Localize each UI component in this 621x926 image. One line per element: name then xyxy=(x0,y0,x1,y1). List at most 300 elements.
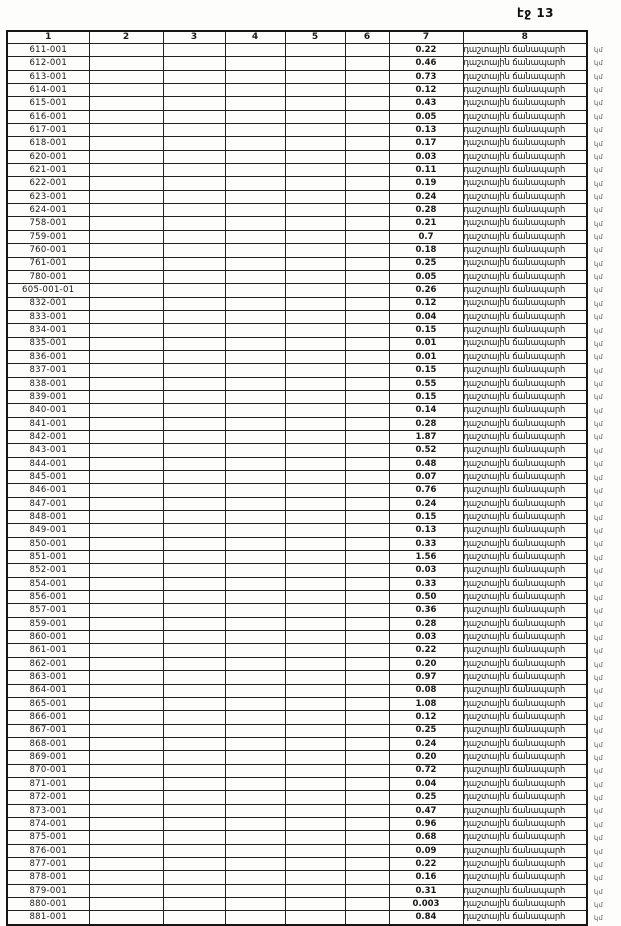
description-cell: դաշտային ճանապարհ xyxy=(463,524,587,537)
empty-cell xyxy=(89,244,163,257)
empty-cell xyxy=(163,764,225,777)
empty-cell xyxy=(163,617,225,630)
empty-cell xyxy=(89,284,163,297)
empty-cell xyxy=(285,817,345,830)
description-cell: դաշտային ճանապարհ xyxy=(463,591,587,604)
empty-cell xyxy=(285,564,345,577)
route-code-cell: 871-001 xyxy=(7,777,89,790)
column-header: 4 xyxy=(225,31,285,44)
empty-cell xyxy=(89,190,163,203)
empty-cell xyxy=(225,817,285,830)
length-value-cell: 0.15 xyxy=(389,511,463,524)
description-cell: դաշտային ճանապարհ xyxy=(463,297,587,310)
route-code-cell: 847-001 xyxy=(7,497,89,510)
empty-cell xyxy=(89,831,163,844)
description-cell: դաշտային ճանապարհ xyxy=(463,537,587,550)
empty-cell xyxy=(163,217,225,230)
empty-cell xyxy=(89,737,163,750)
table-row xyxy=(7,671,587,684)
table-row xyxy=(7,564,587,577)
margin-unit-note: կմ xyxy=(594,647,604,656)
empty-cell xyxy=(89,84,163,97)
margin-unit-note: կմ xyxy=(594,353,604,362)
margin-unit-note: կմ xyxy=(594,246,604,255)
length-value-cell: 0.03 xyxy=(389,150,463,163)
empty-cell xyxy=(285,671,345,684)
empty-cell xyxy=(285,310,345,323)
empty-cell xyxy=(163,230,225,243)
table-row xyxy=(7,297,587,310)
empty-cell xyxy=(225,844,285,857)
length-value-cell: 0.97 xyxy=(389,671,463,684)
margin-unit-note: կմ xyxy=(594,807,604,816)
empty-cell xyxy=(163,791,225,804)
empty-cell xyxy=(89,751,163,764)
empty-cell xyxy=(225,364,285,377)
route-code-cell: 860-001 xyxy=(7,631,89,644)
length-value-cell: 0.28 xyxy=(389,417,463,430)
margin-unit-note: կմ xyxy=(594,567,604,576)
table-row xyxy=(7,124,587,137)
empty-cell xyxy=(163,884,225,897)
length-value-cell: 0.24 xyxy=(389,737,463,750)
empty-cell xyxy=(89,617,163,630)
table-row xyxy=(7,751,587,764)
route-code-cell: 843-001 xyxy=(7,444,89,457)
margin-unit-note: կմ xyxy=(594,166,604,175)
table-row xyxy=(7,657,587,670)
empty-cell xyxy=(345,297,389,310)
empty-cell xyxy=(225,471,285,484)
empty-cell xyxy=(163,244,225,257)
empty-cell xyxy=(285,684,345,697)
length-value-cell: 0.47 xyxy=(389,804,463,817)
route-code-cell: 840-001 xyxy=(7,404,89,417)
table-row xyxy=(7,471,587,484)
description-cell: դաշտային ճանապարհ xyxy=(463,644,587,657)
empty-cell xyxy=(345,697,389,710)
table-row xyxy=(7,684,587,697)
empty-cell xyxy=(285,644,345,657)
route-code-cell: 873-001 xyxy=(7,804,89,817)
empty-cell xyxy=(163,631,225,644)
margin-unit-note: կմ xyxy=(594,580,604,589)
empty-cell xyxy=(225,190,285,203)
margin-unit-note: կմ xyxy=(594,59,604,68)
empty-cell xyxy=(225,537,285,550)
empty-cell xyxy=(163,137,225,150)
empty-cell xyxy=(225,831,285,844)
empty-cell xyxy=(285,537,345,550)
empty-cell xyxy=(225,164,285,177)
empty-cell xyxy=(285,884,345,897)
empty-cell xyxy=(345,417,389,430)
empty-cell xyxy=(89,44,163,57)
length-value-cell: 0.25 xyxy=(389,791,463,804)
table-row xyxy=(7,457,587,470)
description-cell: դաշտային ճանապարհ xyxy=(463,444,587,457)
empty-cell xyxy=(225,684,285,697)
empty-cell xyxy=(89,644,163,657)
length-value-cell: 0.72 xyxy=(389,764,463,777)
route-code-cell: 837-001 xyxy=(7,364,89,377)
length-value-cell: 0.19 xyxy=(389,177,463,190)
description-cell: դաշտային ճանապարհ xyxy=(463,511,587,524)
length-value-cell: 0.12 xyxy=(389,297,463,310)
route-code-cell: 614-001 xyxy=(7,84,89,97)
route-code-cell: 866-001 xyxy=(7,711,89,724)
length-value-cell: 0.33 xyxy=(389,577,463,590)
margin-unit-note: կմ xyxy=(594,206,604,215)
description-cell: դաշտային ճանապարհ xyxy=(463,844,587,857)
description-cell: դաշտային ճանապարհ xyxy=(463,684,587,697)
empty-cell xyxy=(345,404,389,417)
margin-unit-note: կմ xyxy=(594,740,604,749)
length-value-cell: 0.12 xyxy=(389,84,463,97)
empty-cell xyxy=(345,564,389,577)
empty-cell xyxy=(285,230,345,243)
empty-cell xyxy=(345,898,389,911)
empty-cell xyxy=(345,310,389,323)
empty-cell xyxy=(285,404,345,417)
empty-cell xyxy=(163,898,225,911)
empty-cell xyxy=(163,657,225,670)
table-row xyxy=(7,631,587,644)
empty-cell xyxy=(285,257,345,270)
empty-cell xyxy=(345,124,389,137)
empty-cell xyxy=(345,604,389,617)
empty-cell xyxy=(89,430,163,443)
description-cell: դաշտային ճանապարհ xyxy=(463,777,587,790)
empty-cell xyxy=(163,737,225,750)
empty-cell xyxy=(225,898,285,911)
empty-cell xyxy=(345,577,389,590)
empty-cell xyxy=(163,390,225,403)
description-cell: դաշտային ճանապարհ xyxy=(463,564,587,577)
route-code-cell: 864-001 xyxy=(7,684,89,697)
length-value-cell: 0.15 xyxy=(389,324,463,337)
empty-cell xyxy=(345,390,389,403)
table-row xyxy=(7,724,587,737)
description-cell: դաշտային ճանապարհ xyxy=(463,898,587,911)
empty-cell xyxy=(225,310,285,323)
margin-unit-note: կմ xyxy=(594,460,604,469)
route-code-cell: 780-001 xyxy=(7,270,89,283)
empty-cell xyxy=(225,484,285,497)
description-cell: դաշտային ճանապարհ xyxy=(463,44,587,57)
length-value-cell: 0.36 xyxy=(389,604,463,617)
empty-cell xyxy=(89,230,163,243)
route-code-cell: 616-001 xyxy=(7,110,89,123)
empty-cell xyxy=(163,190,225,203)
empty-cell xyxy=(225,617,285,630)
length-value-cell: 0.20 xyxy=(389,751,463,764)
length-value-cell: 0.04 xyxy=(389,777,463,790)
empty-cell xyxy=(163,310,225,323)
empty-cell xyxy=(285,871,345,884)
table-row xyxy=(7,257,587,270)
empty-cell xyxy=(163,70,225,83)
empty-cell xyxy=(89,671,163,684)
route-code-cell: 874-001 xyxy=(7,817,89,830)
margin-unit-note: կմ xyxy=(594,500,604,509)
empty-cell xyxy=(89,884,163,897)
description-cell: դաշտային ճանապարհ xyxy=(463,857,587,870)
empty-cell xyxy=(225,230,285,243)
empty-cell xyxy=(345,751,389,764)
length-value-cell: 0.14 xyxy=(389,404,463,417)
table-row xyxy=(7,390,587,403)
description-cell: դաշտային ճանապարհ xyxy=(463,70,587,83)
empty-cell xyxy=(225,737,285,750)
length-value-cell: 0.11 xyxy=(389,164,463,177)
route-code-cell: 881-001 xyxy=(7,911,89,925)
table-row xyxy=(7,230,587,243)
description-cell: դաշտային ճանապարհ xyxy=(463,57,587,70)
empty-cell xyxy=(345,244,389,257)
margin-unit-note: կմ xyxy=(594,446,604,455)
route-code-cell: 834-001 xyxy=(7,324,89,337)
route-code-cell: 842-001 xyxy=(7,430,89,443)
table-row xyxy=(7,110,587,123)
empty-cell xyxy=(89,684,163,697)
table-row xyxy=(7,284,587,297)
empty-cell xyxy=(89,164,163,177)
margin-unit-note: կմ xyxy=(594,393,604,402)
empty-cell xyxy=(285,390,345,403)
description-cell: դաշտային ճանապարհ xyxy=(463,110,587,123)
empty-cell xyxy=(89,471,163,484)
margin-unit-note: կմ xyxy=(594,299,604,308)
margin-unit-note: կմ xyxy=(594,339,604,348)
empty-cell xyxy=(225,591,285,604)
route-code-cell: 861-001 xyxy=(7,644,89,657)
empty-cell xyxy=(285,551,345,564)
empty-cell xyxy=(225,444,285,457)
empty-cell xyxy=(89,124,163,137)
table-row xyxy=(7,70,587,83)
margin-unit-note: կմ xyxy=(594,794,604,803)
empty-cell xyxy=(285,844,345,857)
empty-cell xyxy=(345,324,389,337)
description-cell: դաշտային ճանապարհ xyxy=(463,617,587,630)
route-code-cell: 832-001 xyxy=(7,297,89,310)
empty-cell xyxy=(89,591,163,604)
table-row xyxy=(7,310,587,323)
empty-cell xyxy=(163,537,225,550)
empty-cell xyxy=(345,857,389,870)
empty-cell xyxy=(225,70,285,83)
length-value-cell: 0.31 xyxy=(389,884,463,897)
table-row xyxy=(7,697,587,710)
empty-cell xyxy=(225,777,285,790)
table-row xyxy=(7,524,587,537)
empty-cell xyxy=(285,737,345,750)
empty-cell xyxy=(89,764,163,777)
margin-unit-column xyxy=(594,44,603,926)
empty-cell xyxy=(225,457,285,470)
empty-cell xyxy=(89,217,163,230)
length-value-cell: 0.05 xyxy=(389,270,463,283)
empty-cell xyxy=(345,777,389,790)
route-code-cell: 875-001 xyxy=(7,831,89,844)
empty-cell xyxy=(163,270,225,283)
route-code-cell: 857-001 xyxy=(7,604,89,617)
table-row xyxy=(7,884,587,897)
length-value-cell: 0.33 xyxy=(389,537,463,550)
route-code-cell: 850-001 xyxy=(7,537,89,550)
length-value-cell: 1.08 xyxy=(389,697,463,710)
length-value-cell: 0.26 xyxy=(389,284,463,297)
table-row xyxy=(7,911,587,925)
empty-cell xyxy=(345,844,389,857)
margin-unit-note: կմ xyxy=(594,780,604,789)
route-code-cell: 839-001 xyxy=(7,390,89,403)
empty-cell xyxy=(345,644,389,657)
table-row xyxy=(7,430,587,443)
length-value-cell: 0.55 xyxy=(389,377,463,390)
empty-cell xyxy=(345,817,389,830)
route-code-cell: 835-001 xyxy=(7,337,89,350)
table-row xyxy=(7,577,587,590)
empty-cell xyxy=(285,711,345,724)
margin-unit-note: կմ xyxy=(594,553,604,562)
empty-cell xyxy=(163,724,225,737)
length-value-cell: 0.7 xyxy=(389,230,463,243)
empty-cell xyxy=(345,711,389,724)
description-cell: դաշտային ճանապարհ xyxy=(463,164,587,177)
table-row xyxy=(7,364,587,377)
empty-cell xyxy=(285,297,345,310)
route-code-cell: 878-001 xyxy=(7,871,89,884)
length-value-cell: 0.15 xyxy=(389,390,463,403)
empty-cell xyxy=(89,137,163,150)
empty-cell xyxy=(163,150,225,163)
length-value-cell: 0.16 xyxy=(389,871,463,884)
empty-cell xyxy=(285,697,345,710)
empty-cell xyxy=(345,657,389,670)
empty-cell xyxy=(163,644,225,657)
empty-cell xyxy=(285,724,345,737)
length-value-cell: 0.22 xyxy=(389,644,463,657)
empty-cell xyxy=(225,297,285,310)
empty-cell xyxy=(163,711,225,724)
empty-cell xyxy=(225,511,285,524)
empty-cell xyxy=(285,337,345,350)
table-row xyxy=(7,377,587,390)
empty-cell xyxy=(345,804,389,817)
empty-cell xyxy=(163,871,225,884)
description-cell: դաշտային ճանապարհ xyxy=(463,97,587,110)
empty-cell xyxy=(285,84,345,97)
empty-cell xyxy=(345,257,389,270)
table-row xyxy=(7,204,587,217)
margin-unit-note: կմ xyxy=(594,607,604,616)
empty-cell xyxy=(89,631,163,644)
description-cell: դաշտային ճանապարհ xyxy=(463,350,587,363)
empty-cell xyxy=(345,764,389,777)
empty-cell xyxy=(285,124,345,137)
margin-unit-note: կմ xyxy=(594,286,604,295)
length-value-cell: 0.22 xyxy=(389,44,463,57)
length-value-cell: 0.01 xyxy=(389,337,463,350)
table-row xyxy=(7,337,587,350)
margin-unit-note: կմ xyxy=(594,633,604,642)
route-code-cell: 868-001 xyxy=(7,737,89,750)
margin-unit-note: կմ xyxy=(594,99,604,108)
description-cell: դաշտային ճանապարհ xyxy=(463,737,587,750)
table-row xyxy=(7,497,587,510)
table-row xyxy=(7,898,587,911)
empty-cell xyxy=(225,204,285,217)
empty-cell xyxy=(163,831,225,844)
empty-cell xyxy=(345,591,389,604)
empty-cell xyxy=(89,404,163,417)
empty-cell xyxy=(89,310,163,323)
length-value-cell: 0.01 xyxy=(389,350,463,363)
empty-cell xyxy=(89,777,163,790)
table-row xyxy=(7,537,587,550)
empty-cell xyxy=(225,430,285,443)
empty-cell xyxy=(345,831,389,844)
margin-unit-note: կմ xyxy=(594,887,604,896)
empty-cell xyxy=(225,124,285,137)
empty-cell xyxy=(89,697,163,710)
empty-cell xyxy=(89,324,163,337)
route-code-cell: 611-001 xyxy=(7,44,89,57)
empty-cell xyxy=(285,457,345,470)
table-row xyxy=(7,244,587,257)
description-cell: դաշտային ճանապարհ xyxy=(463,284,587,297)
margin-unit-note: կմ xyxy=(594,473,604,482)
length-value-cell: 0.15 xyxy=(389,364,463,377)
length-value-cell: 0.68 xyxy=(389,831,463,844)
empty-cell xyxy=(163,364,225,377)
empty-cell xyxy=(345,377,389,390)
route-code-cell: 859-001 xyxy=(7,617,89,630)
table-row xyxy=(7,417,587,430)
empty-cell xyxy=(225,137,285,150)
empty-cell xyxy=(285,150,345,163)
margin-unit-note: կմ xyxy=(594,313,604,322)
description-cell: դաշտային ճանապարհ xyxy=(463,631,587,644)
empty-cell xyxy=(345,884,389,897)
empty-cell xyxy=(225,524,285,537)
route-code-cell: 846-001 xyxy=(7,484,89,497)
empty-cell xyxy=(285,284,345,297)
empty-cell xyxy=(285,497,345,510)
empty-cell xyxy=(285,444,345,457)
empty-cell xyxy=(285,137,345,150)
empty-cell xyxy=(163,804,225,817)
empty-cell xyxy=(163,284,225,297)
margin-unit-note: կմ xyxy=(594,593,604,602)
route-code-cell: 605-001-01 xyxy=(7,284,89,297)
length-value-cell: 0.05 xyxy=(389,110,463,123)
column-header: 3 xyxy=(163,31,225,44)
description-cell: դաշտային ճանապարհ xyxy=(463,484,587,497)
margin-unit-note: կմ xyxy=(594,700,604,709)
empty-cell xyxy=(225,244,285,257)
empty-cell xyxy=(89,110,163,123)
length-value-cell: 0.07 xyxy=(389,471,463,484)
description-cell: դաշտային ճանապարհ xyxy=(463,457,587,470)
empty-cell xyxy=(225,270,285,283)
empty-cell xyxy=(89,204,163,217)
empty-cell xyxy=(345,737,389,750)
empty-cell xyxy=(345,457,389,470)
margin-unit-note: կմ xyxy=(594,72,604,81)
